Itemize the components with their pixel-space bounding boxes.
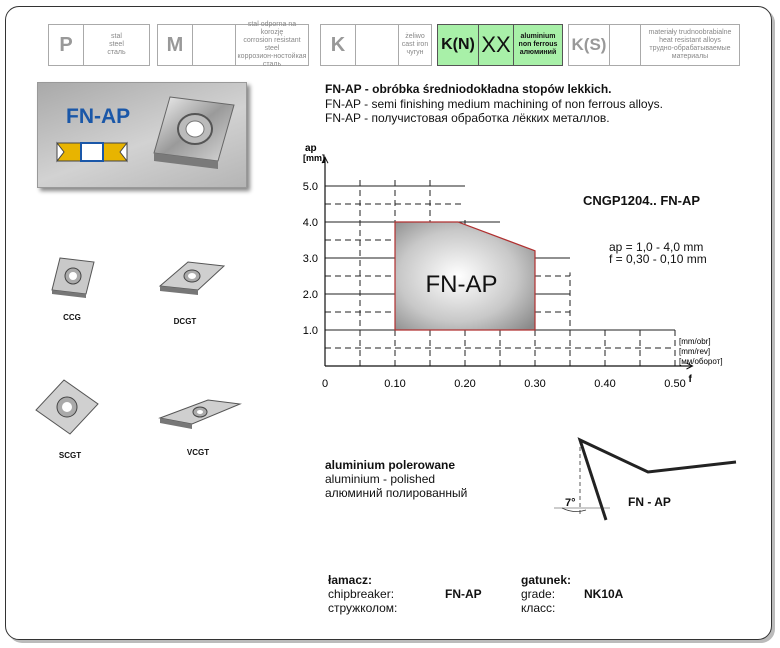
material-line: сталь	[107, 49, 126, 56]
y-axis-label: ap	[305, 143, 317, 155]
x-axis-label: f	[688, 374, 692, 385]
material-m-blank	[193, 25, 236, 65]
material-k[interactable]	[320, 24, 432, 66]
insert-dcgt-icon	[158, 258, 226, 300]
y-axis-unit: [mm]	[303, 153, 325, 164]
x-axis-unit: [mm/obr]	[679, 337, 711, 346]
x-axis-unit: [мм/оборот]	[679, 357, 723, 366]
material-line: материалы	[671, 53, 709, 60]
profile-label: FN - AP	[628, 495, 671, 509]
material-kn-desc	[514, 25, 562, 65]
y-tick-label: 5.0	[302, 181, 318, 193]
description-pl-text: - obróbka średniodokładna stopów lekkich.	[361, 82, 612, 96]
insert-ccg-icon	[48, 254, 98, 302]
profile-angle: 7°	[565, 497, 576, 509]
x-tick-label: 0.20	[454, 378, 476, 390]
material-line: stal odporna na korozję	[247, 21, 297, 36]
material-kn-mark: XX	[479, 25, 514, 65]
material-line: corrosion resistant steel	[243, 37, 301, 52]
material-k-desc	[399, 25, 431, 65]
x-tick-label: 0.30	[524, 378, 546, 390]
y-tick-label: 1.0	[302, 325, 318, 337]
x-tick-label: 0	[321, 378, 329, 390]
material-k-letter: K	[321, 25, 356, 65]
material-line: сталь	[262, 61, 282, 68]
chart-title: CNGP1204.. FN-AP	[583, 193, 701, 208]
x-tick-label: 0.40	[594, 378, 616, 390]
chipbreaker-en: chipbreaker:	[328, 587, 395, 601]
description-ru: FN-AP - получистовая обработка лёкких металлов.	[325, 111, 610, 125]
material-ks[interactable]	[568, 24, 740, 66]
material-kn[interactable]	[437, 24, 563, 66]
grade-heading: gatunek:	[521, 573, 572, 587]
description-pl	[325, 82, 612, 96]
material-line: non ferrous	[518, 41, 558, 48]
material-ks-blank	[610, 25, 641, 65]
material-line: алюминий	[519, 49, 557, 56]
material-m[interactable]	[157, 21, 309, 68]
region-label: FN-AP	[425, 271, 498, 299]
material-p[interactable]	[48, 24, 150, 66]
x-tick-label: 0.10	[384, 378, 406, 390]
material-line: cast iron	[401, 41, 429, 48]
insert-scgt-label: SCGT	[58, 451, 82, 460]
param-f: f = 0,30 - 0,10 mm	[609, 252, 707, 266]
material-ks-desc	[641, 25, 739, 65]
chipbreaker-heading: łamacz:	[328, 573, 373, 587]
material-line: steel	[109, 41, 124, 48]
material-line: stal	[111, 33, 122, 40]
chipbreaker-ru: стружколом:	[328, 601, 398, 615]
y-tick-label: 2.0	[302, 289, 318, 301]
y-tick-label: 3.0	[302, 253, 318, 265]
chipbreaker-value: FN-AP	[445, 587, 482, 601]
insert-photo-icon	[148, 91, 240, 181]
insert-scgt-icon	[34, 378, 100, 438]
grade-ru: класс:	[521, 601, 556, 615]
material-line: чугун	[406, 49, 424, 56]
material-m-desc	[236, 21, 308, 68]
description-pl-code: FN-AP	[325, 82, 362, 96]
material-ks-letter: K(S)	[569, 25, 610, 65]
insert-vcgt-label: VCGT	[186, 448, 210, 457]
material-m-letter: M	[158, 25, 193, 65]
x-tick-label: 0.50	[664, 378, 686, 390]
material-kn-letter: K(N)	[438, 25, 479, 65]
insert-profile-drawing	[540, 432, 750, 528]
material-note-en: aluminium - polished	[325, 472, 436, 486]
material-note-bold: aluminium polerowane	[325, 458, 456, 472]
hero-panel	[37, 82, 247, 188]
material-p-desc	[84, 25, 149, 65]
param-ap: ap = 1,0 - 4,0 mm	[609, 240, 704, 254]
material-k-blank	[356, 25, 399, 65]
material-line: heat resistant alloys	[659, 37, 721, 44]
insert-vcgt-icon	[158, 396, 242, 432]
grade-en: grade:	[521, 587, 556, 601]
material-note-ru: алюминий полированный	[325, 486, 468, 500]
cutting-range-chart	[290, 140, 730, 400]
hero-title: FN-AP	[66, 105, 131, 128]
material-line: коррозион-ностойкая	[237, 53, 307, 60]
material-line: трудно-обрабатываемые	[649, 45, 731, 52]
chipbreaker-range-icon	[56, 141, 128, 163]
description-en: FN-AP - semi finishing medium machining of non ferrous alloys.	[325, 97, 663, 111]
y-tick-label: 4.0	[302, 217, 318, 229]
material-line: żeliwo	[405, 33, 425, 40]
material-line: aluminium	[520, 33, 556, 40]
material-line: materiały trudnoobrabialne	[648, 29, 732, 36]
grade-value: NK10A	[584, 587, 624, 601]
material-p-letter: P	[49, 25, 84, 65]
x-axis-unit: [mm/rev]	[679, 347, 711, 356]
insert-dcgt-label: DCGT	[173, 317, 197, 326]
insert-ccg-label: CCG	[63, 313, 81, 322]
